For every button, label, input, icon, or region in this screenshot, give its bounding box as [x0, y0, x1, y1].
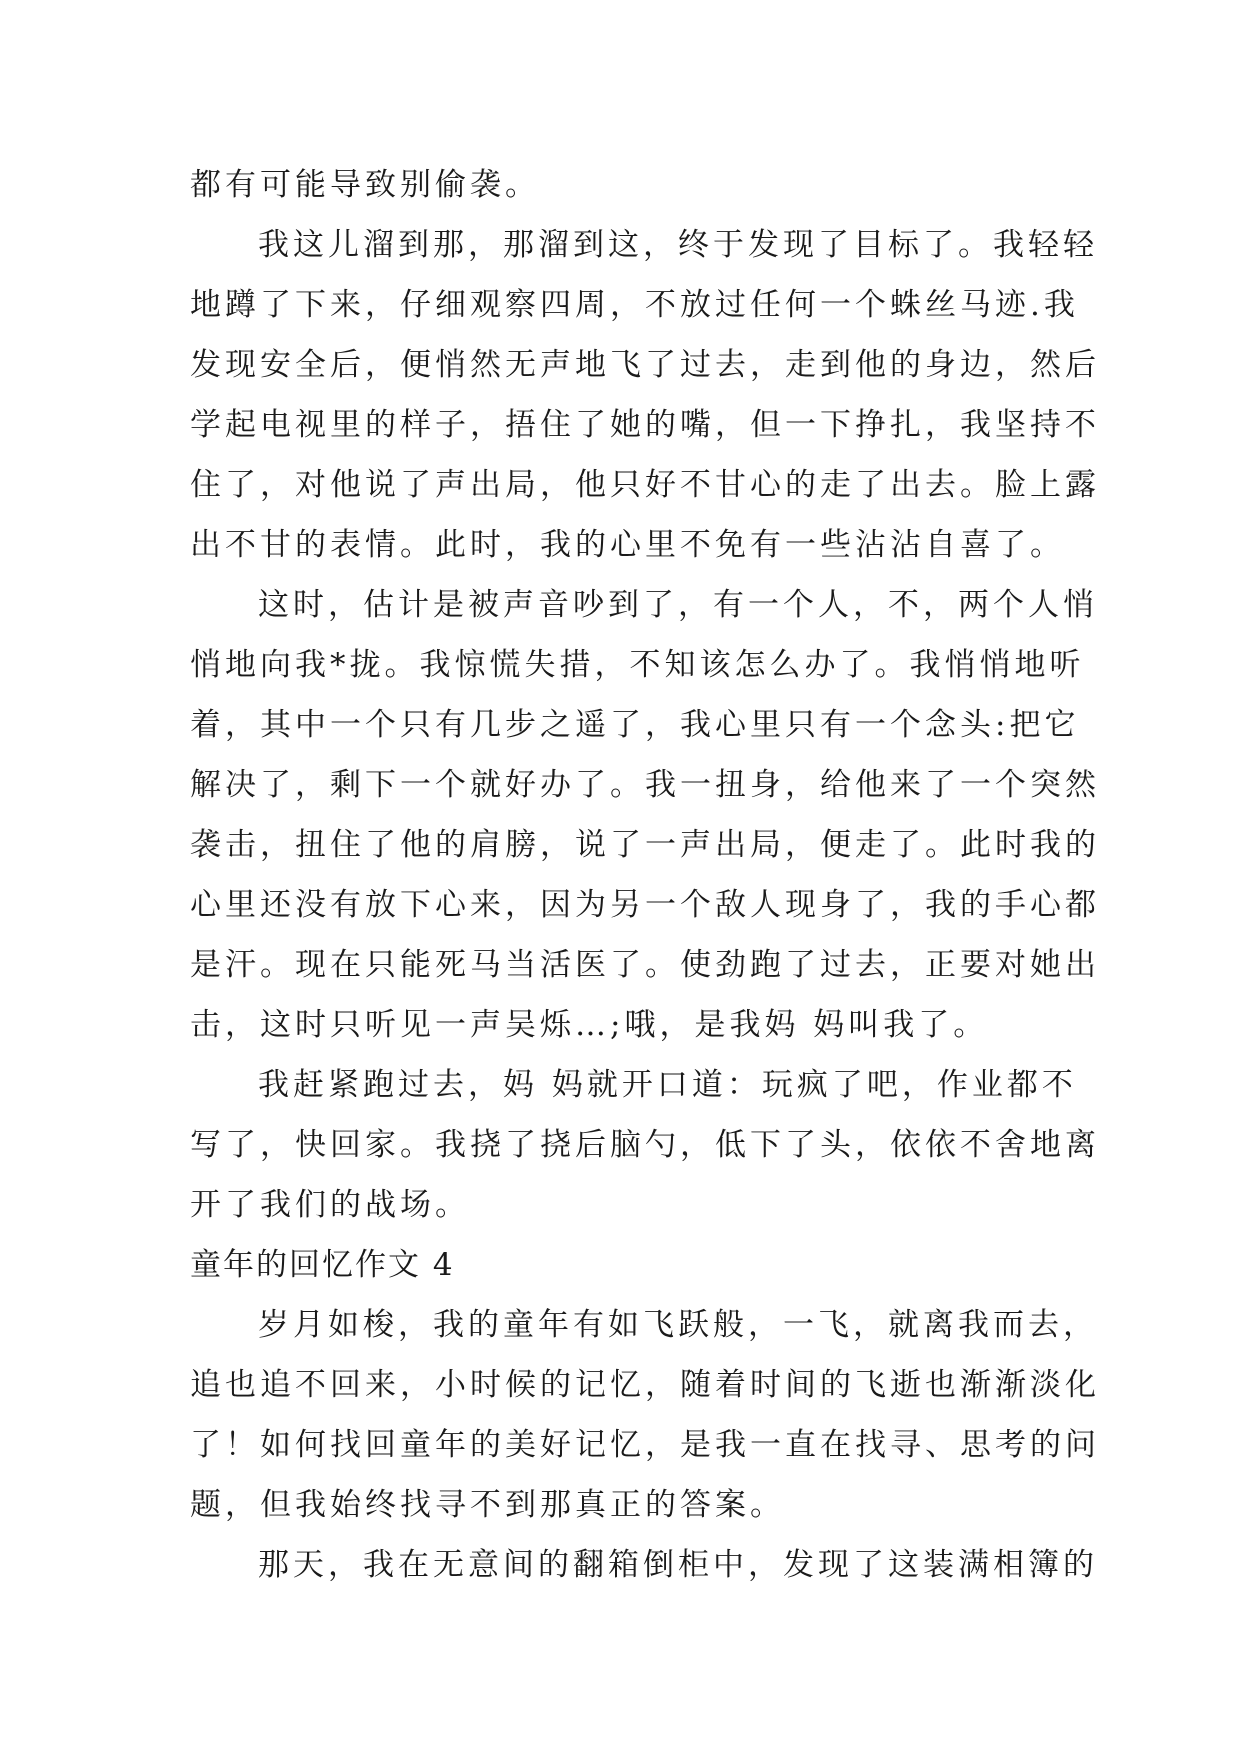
text-line: 这时，估计是被声音吵到了，有一个人，不，两个人悄 — [258, 587, 1098, 623]
text-line: 着，其中一个只有几步之遥了，我心里只有一个念头:把它 — [190, 707, 1080, 743]
text-line: 题，但我始终找寻不到那真正的答案。 — [190, 1487, 785, 1523]
section-heading: 童年的回忆作文 4 — [190, 1247, 455, 1283]
text-line: 写了，快回家。我挠了挠后脑勺，低下了头，依依不舍地离 — [190, 1127, 1100, 1163]
text-line: 心里还没有放下心来，因为另一个敌人现身了，我的手心都 — [190, 887, 1100, 923]
text-line: 追也追不回来，小时候的记忆，随着时间的飞逝也渐渐淡化 — [190, 1367, 1100, 1403]
text-line: 我这儿溜到那，那溜到这，终于发现了目标了。我轻轻 — [258, 227, 1098, 263]
document-body — [190, 155, 1100, 1595]
text-line: 了！如何找回童年的美好记忆，是我一直在找寻、思考的问 — [190, 1427, 1100, 1463]
text-line: 解决了，剩下一个就好办了。我一扭身，给他来了一个突然 — [190, 767, 1100, 803]
text-line: 学起电视里的样子，捂住了她的嘴，但一下挣扎，我坚持不 — [190, 407, 1100, 443]
text-line: 开了我们的战场。 — [190, 1187, 470, 1223]
text-line: 发现安全后，便悄然无声地飞了过去，走到他的身边，然后 — [190, 347, 1100, 383]
text-line: 袭击，扭住了他的肩膀，说了一声出局，便走了。此时我的 — [190, 827, 1100, 863]
text-line: 地蹲了下来，仔细观察四周，不放过任何一个蛛丝马迹.我 — [190, 287, 1079, 323]
text-line: 岁月如梭，我的童年有如飞跃般，一飞，就离我而去， — [258, 1307, 1098, 1343]
text-line: 都有可能导致别偷袭。 — [190, 167, 540, 203]
text-line: 是汗。现在只能死马当活医了。使劲跑了过去，正要对她出 — [190, 947, 1100, 983]
text-line: 那天，我在无意间的翻箱倒柜中，发现了这装满相簿的 — [258, 1547, 1098, 1583]
text-line: 住了，对他说了声出局，他只好不甘心的走了出去。脸上露 — [190, 467, 1100, 503]
text-line: 击，这时只听见一声吴烁…;哦，是我妈 妈叫我了。 — [190, 1007, 989, 1043]
text-line: 悄地向我*拢。我惊慌失措，不知该怎么办了。我悄悄地听 — [190, 647, 1085, 683]
text-line: 我赶紧跑过去，妈 妈就开口道：玩疯了吧，作业都不 — [258, 1067, 1077, 1103]
text-line: 出不甘的表情。此时，我的心里不免有一些沾沾自喜了。 — [190, 527, 1065, 563]
